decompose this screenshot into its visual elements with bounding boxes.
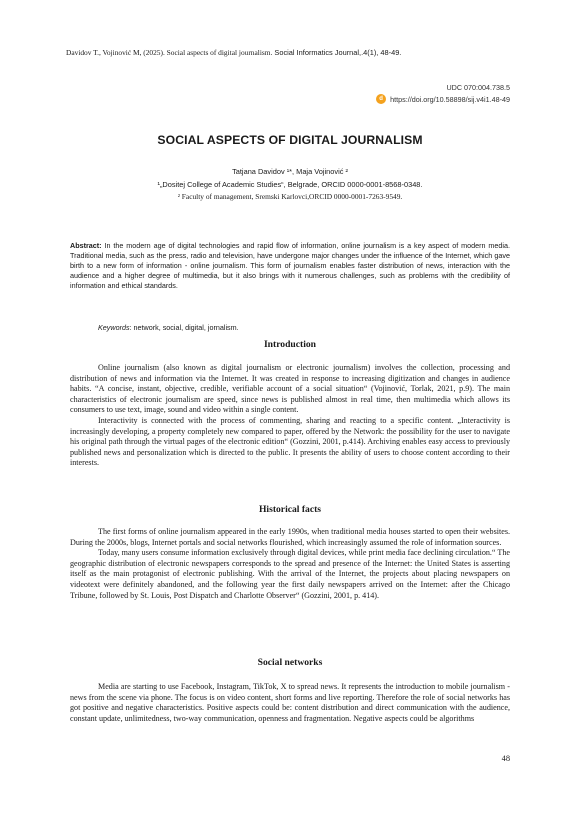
section-historical-facts (70, 527, 510, 601)
keywords-text: : network, social, digital, jornalism. (129, 323, 239, 332)
author-list: Tatjana Davidov ¹*, Maja Vojinović ² (232, 167, 348, 176)
section-social-networks (70, 682, 510, 724)
section-heading-social-networks: Social networks (257, 657, 323, 668)
abstract-text: In the modern age of digital technologies and rapid flow of information, online journalism is a key aspect of modern media. Traditional media, such as the press, radio and television, have undergone major changes under the influence of the Internet, which gave birth to a new form of information - online journalism. This form of journalism enables faster distribution of news, interaction with the audience and a higher degree of multimedia, but it also brings with it numerous challenges, such as problems with the credibility of information and ethical standards. (70, 241, 510, 291)
paragraph: Interactivity is connected with the process of commenting, sharing and reacting to a specific content. „Interactivity is increasingly developing, a property completely new compared to paper, offered by the Network: the possibility for the user to navigate his original path through the virtual pages of the electronic edition“ (Gozzini, 2001, p.414). Archiving enables easy access to previously published news and personalization which is directed to the public. It presents the ability of users to choose content according to their interests. (70, 415, 510, 468)
doi-icon: d (376, 94, 386, 104)
abstract (70, 241, 510, 291)
citation-authors: Davidov T., Vojinović M, (2025). Social aspects of digital journalism. (66, 48, 273, 57)
keywords (98, 323, 239, 332)
udc-code: UDC 070:004.738.5 (446, 83, 510, 92)
paragraph: Media are starting to use Facebook, Instagram, TikTok, X to spread news. It represents the introduction to mobile journalism - news from the scene via phone. The focus is on video content, short forms and live reporting. Therefore the role of social networks has got positive and negative characteristics. Positive aspects could be: content distribution and direct communication with the audience, constant update, unlimitedness, two-way communication, openness and fragmentation. Negative aspects could be algorithms (70, 682, 510, 723)
paragraph: The first forms of online journalism appeared in the early 1990s, when traditional media houses started to open their websites. During the 2000s, blogs, Internet portals and social networks flourished, which increasingly assumed the role of information sources. (70, 527, 510, 547)
paragraph: Today, many users consume information exclusively through digital devices, while print media face declining circulation.“ The geographic distribution of electronic newspapers corresponds to the spread and presence of the Internet: the United States is asserting itself as the main protagonist of electronic publishing. With the arrival of the Internet, the projects about placing newspapers on videotext were definitely abandoned, and the following year the first daily newspapers arrived on the Internet: after the Chicago Tribune, followed by St. Louis, Post Dispatch and Charlotte Observer“ (Gozzini, 2001, p. 414). (70, 548, 510, 600)
section-introduction (70, 363, 510, 469)
paper-title: SOCIAL ASPECTS OF DIGITAL JOURNALISM (157, 133, 423, 147)
keywords-label: Keywords (98, 323, 130, 332)
citation-journal: Social Informatics Journal,.4(1), 48-49. (272, 48, 402, 57)
section-heading-introduction: Introduction (263, 339, 317, 350)
abstract-label: Abstract: (70, 241, 102, 250)
page-number: 48 (501, 754, 510, 763)
paragraph: Online journalism (also known as digital journalism or electronic journalism) involves the collection, processing and distribution of news and information via the Internet. It was created in response to increasing digitization and changes in audience habits. “A concise, instant, objective, credible, verifiable account of a social situation“ (Vojinović, Torlak, 2021, p.9). The main characteristics of electronic journalism are speed, since news is published almost in real time, then multimedia which allows its consumers to use text, image, sound and video within a single content. (70, 363, 510, 415)
affiliation-2: ² Faculty of management, Sremski Karlovci,ORCID 0000-0001-7263-9549. (177, 192, 403, 201)
running-header (66, 48, 401, 57)
doi-row[interactable] (376, 94, 510, 104)
section-heading-historical-facts: Historical facts (258, 504, 322, 515)
affiliation-1: ¹„Dositej College of Academic Studies“, Belgrade, ORCID 0000-0001-8568-0348. (157, 180, 423, 189)
doi-link[interactable]: https://doi.org/10.58898/sij.v4i1.48-49 (390, 94, 510, 104)
